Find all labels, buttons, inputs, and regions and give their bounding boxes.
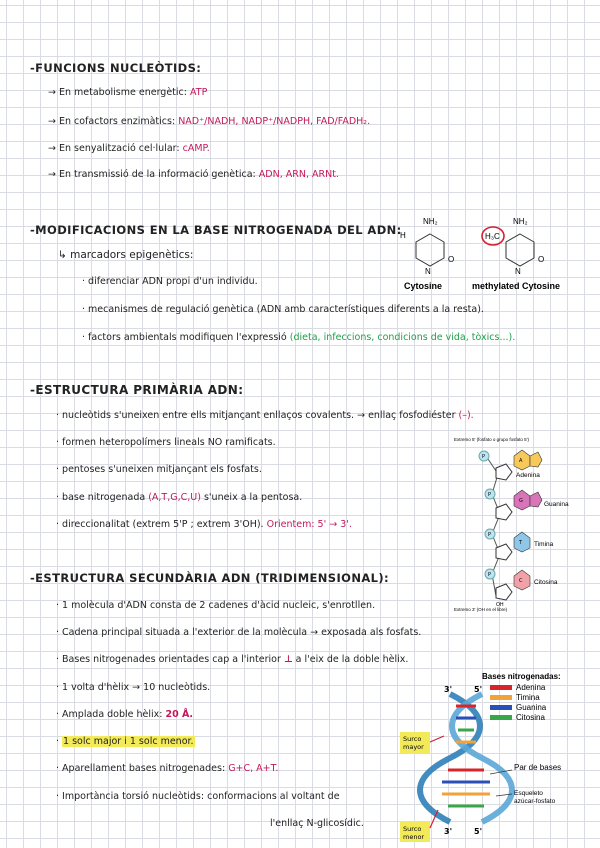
- legend-label-timina: Timina: [516, 693, 540, 702]
- cytosine-methylation-figure: [396, 212, 576, 294]
- list-item: · nucleòtids s'uneixen entre ells mitjançant enllaços covalents. → enllaç fosfodiéster (–).: [56, 410, 474, 421]
- guanina-label: Guanina: [544, 501, 569, 508]
- section-heading-secundaria: -ESTRUCTURA SECUNDÀRIA ADN (TRIDIMENSIONAL):: [30, 571, 390, 585]
- list-item: → En transmissió de la informació genètica: ADN, ARN, ARNt.: [48, 169, 339, 180]
- list-item: · base nitrogenada (A,T,G,C,U) s'uneix a la pentosa.: [56, 492, 303, 503]
- list-item: → En senyalització cel·lular: cAMP.: [48, 143, 210, 154]
- base-guanina: [514, 490, 542, 510]
- nh2-label: NH₂: [513, 217, 528, 226]
- legend-swatch-guanina: [490, 705, 512, 710]
- base-citosina: [514, 570, 530, 590]
- helix-strand-1: [420, 694, 480, 822]
- list-item: · Importància torsió nucleòtids: conformacions al voltant de: [56, 791, 340, 802]
- esqueleto-label: Esqueleto azúcar-fosfato: [514, 790, 556, 805]
- p-label: P: [488, 572, 492, 578]
- o-label: O: [538, 255, 545, 264]
- list-item: · factors ambientals modifiquen l'expressió (dieta, infeccions, condicions de vida, tòxics...).: [82, 332, 516, 343]
- section-heading-primaria: -ESTRUCTURA PRIMÀRIA ADN:: [30, 383, 244, 397]
- extremo-3-label: Extremo 3' (OH en el libre): [454, 607, 508, 612]
- legend-title: Bases nitrogenadas:: [482, 672, 561, 681]
- legend-swatch-adenina: [490, 685, 512, 690]
- legend-label-citosina: Citosina: [516, 713, 545, 722]
- list-item: · diferenciar ADN propi d'un individu.: [82, 276, 258, 287]
- list-item: · formen heteropolímers lineals NO ramificats.: [56, 437, 276, 448]
- list-item: · direccionalitat (extrem 5'P ; extrem 3'OH). Orientem: 5' → 3'.: [56, 519, 352, 530]
- legend-label-guanina: Guanina: [516, 703, 547, 712]
- extremo-5-label: Extremo 5' (fosfato o grupo fosfato 5'): [454, 437, 530, 442]
- section-heading-modificacions: -MODIFICACIONS EN LA BASE NITROGENADA DEL ADN:: [30, 223, 402, 237]
- adenina-label: Adenina: [516, 472, 540, 479]
- sugar-pentagon: [496, 504, 512, 520]
- cytosine-structure: [416, 234, 444, 266]
- list-item: · Cadena principal situada a l'exterior de la molècula → exposada als fosfats.: [56, 627, 422, 638]
- list-item: · 1 volta d'hèlix → 10 nucleòtids.: [56, 682, 211, 693]
- double-helix-figure: [398, 670, 598, 846]
- dna-strand-figure: [452, 434, 572, 614]
- surco-menor-label: Surco menor: [403, 825, 425, 841]
- h-label: H: [400, 231, 406, 240]
- oh-label: OH: [496, 602, 504, 608]
- surco-mayor-label: Surco mayor: [403, 735, 424, 751]
- timina-label: Timina: [534, 541, 554, 548]
- sugar-pentagon: [496, 544, 512, 560]
- h3c-label: H₃C: [485, 232, 500, 241]
- label-5-prime: 5': [474, 827, 483, 836]
- list-item: → En cofactors enzimàtics: NAD⁺/NADH, NADP⁺/NADPH, FAD/FADH₂.: [48, 116, 371, 127]
- base-letter: C: [519, 578, 523, 584]
- list-item: · Bases nitrogenades orientades cap a l'interior ⊥ a l'eix de la doble hèlix.: [56, 654, 409, 665]
- label-5-prime: 5': [474, 685, 483, 694]
- label-3-prime: 3': [444, 685, 453, 694]
- list-item: · 1 molècula d'ADN consta de 2 cadenes d'àcid nucleic, s'enrotllen.: [56, 600, 376, 611]
- list-item: · 1 solc major i 1 solc menor.: [56, 736, 194, 747]
- list-item: · mecanismes de regulació genètica (ADN amb característiques diferents a la resta).: [82, 304, 484, 315]
- legend-swatch-citosina: [490, 715, 512, 720]
- p-label: P: [482, 454, 486, 460]
- base-letter: G: [519, 498, 523, 504]
- section-heading-funcions: -FUNCIONS NUCLEÒTIDS:: [30, 61, 202, 75]
- cytosine-label: Cytosine: [404, 281, 443, 291]
- legend: [490, 683, 547, 722]
- helix-strand-2: [452, 694, 512, 822]
- legend-swatch-timina: [490, 695, 512, 700]
- base-letter: A: [519, 458, 523, 464]
- list-item: · Amplada doble hèlix: 20 Å.: [56, 709, 194, 720]
- methylated-cytosine-label: methylated Cytosine: [472, 281, 561, 291]
- legend-label-adenina: Adenina: [516, 683, 546, 692]
- list-item: l'enllaç N-glicosídic.: [270, 818, 364, 829]
- label-3-prime: 3': [444, 827, 453, 836]
- n-label: N: [425, 267, 431, 276]
- p-label: P: [488, 492, 492, 498]
- p-label: P: [488, 532, 492, 538]
- list-item: → En metabolisme energètic: ATP: [48, 87, 208, 98]
- n-label: N: [515, 267, 521, 276]
- base-adenina: [514, 450, 542, 470]
- citosina-label: Citosina: [534, 579, 558, 586]
- base-letter: T: [519, 540, 523, 546]
- nh2-label: NH₂: [423, 217, 438, 226]
- base-timina: [514, 532, 530, 552]
- par-bases-label: Par de bases: [514, 763, 562, 772]
- sugar-pentagon: [496, 464, 512, 480]
- sugar-pentagon: [496, 584, 512, 600]
- list-item: · Aparellament bases nitrogenades: G+C, A+T.: [56, 763, 279, 774]
- o-label: O: [448, 255, 455, 264]
- subheading-marcadors: ↳ marcadors epigenètics:: [58, 249, 194, 261]
- list-item: · pentoses s'uneixen mitjançant els fosfats.: [56, 464, 262, 475]
